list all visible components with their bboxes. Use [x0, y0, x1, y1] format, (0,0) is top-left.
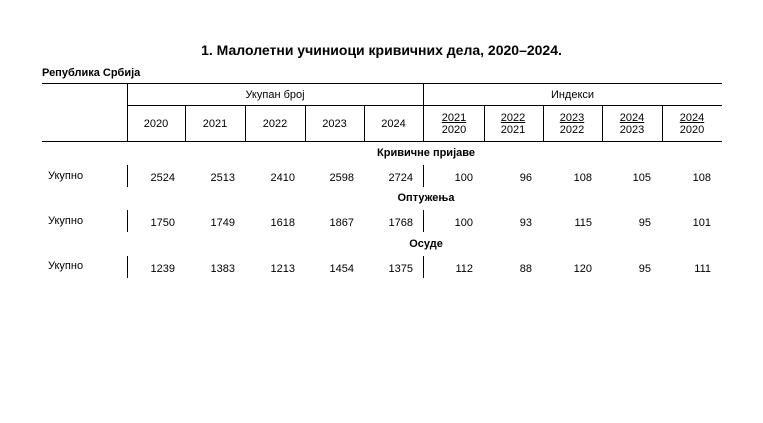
table-cell: 100 [454, 172, 473, 184]
index-header [424, 112, 484, 136]
group-header-index: Индекси [550, 89, 595, 101]
index-header-denominator: 2023 [619, 124, 645, 136]
table-cell: 108 [573, 172, 592, 184]
table-cell: 2513 [210, 172, 235, 184]
table-cell: 2410 [270, 172, 295, 184]
table-cell: 101 [692, 217, 711, 229]
table-cell: 1239 [150, 263, 175, 275]
table-cell: 115 [574, 217, 592, 229]
index-header-denominator: 2020 [679, 124, 705, 136]
table-cell: 100 [454, 217, 473, 229]
table-cell: 120 [573, 263, 592, 275]
table-cell: 88 [519, 263, 532, 275]
table-cell: 96 [519, 172, 532, 184]
table-cell: 1454 [329, 263, 354, 275]
index-header-denominator: 2022 [559, 124, 585, 136]
header-group-rule [127, 105, 722, 106]
table-cell: 112 [455, 263, 473, 275]
region-label: Република Србија [42, 67, 141, 79]
table-cell: 1618 [270, 217, 295, 229]
index-header-numerator: 2023 [559, 112, 585, 124]
table-top-rule [42, 83, 722, 84]
section-heading: Оптужења [397, 192, 455, 204]
table-cell: 95 [638, 263, 651, 275]
section-heading: Кривичне пријаве [377, 147, 475, 159]
table-cell: 1768 [388, 217, 413, 229]
table-cell: 111 [694, 263, 711, 275]
table-cell: 2724 [388, 172, 413, 184]
table-cell: 1383 [210, 263, 235, 275]
table-cell: 93 [519, 217, 532, 229]
index-header [483, 112, 543, 136]
table-cell: 2598 [329, 172, 354, 184]
year-header: 2023 [322, 118, 347, 130]
index-header-numerator: 2021 [441, 112, 467, 124]
row-label: Укупно [48, 215, 84, 227]
index-header [662, 112, 722, 136]
index-header [602, 112, 662, 136]
index-header-denominator: 2020 [441, 124, 467, 136]
table-cell: 2524 [150, 172, 175, 184]
group-header-total: Укупан број [245, 89, 305, 101]
table-cell: 95 [638, 217, 651, 229]
section-heading: Осуде [409, 238, 443, 250]
index-header-numerator: 2024 [679, 112, 705, 124]
table-cell: 1867 [329, 217, 354, 229]
index-header-numerator: 2022 [500, 112, 526, 124]
page-title: 1. Малолетни учиниоци кривичних дела, 2020–2024. [201, 42, 562, 58]
row-label: Укупно [48, 260, 84, 272]
table-cell: 105 [632, 172, 651, 184]
year-header: 2022 [262, 118, 288, 130]
header-bottom-rule [42, 141, 722, 142]
year-header: 2021 [202, 118, 228, 130]
table-cell: 1375 [388, 263, 413, 275]
index-header-denominator: 2021 [500, 124, 526, 136]
table-cell: 1750 [150, 217, 175, 229]
table-cell: 1749 [210, 217, 235, 229]
index-header [542, 112, 602, 136]
year-header: 2024 [381, 118, 406, 130]
row-label: Укупно [48, 170, 84, 182]
year-header: 2020 [143, 118, 169, 130]
table-cell: 1213 [270, 263, 295, 275]
table-cell: 108 [692, 172, 711, 184]
index-header-numerator: 2024 [619, 112, 645, 124]
